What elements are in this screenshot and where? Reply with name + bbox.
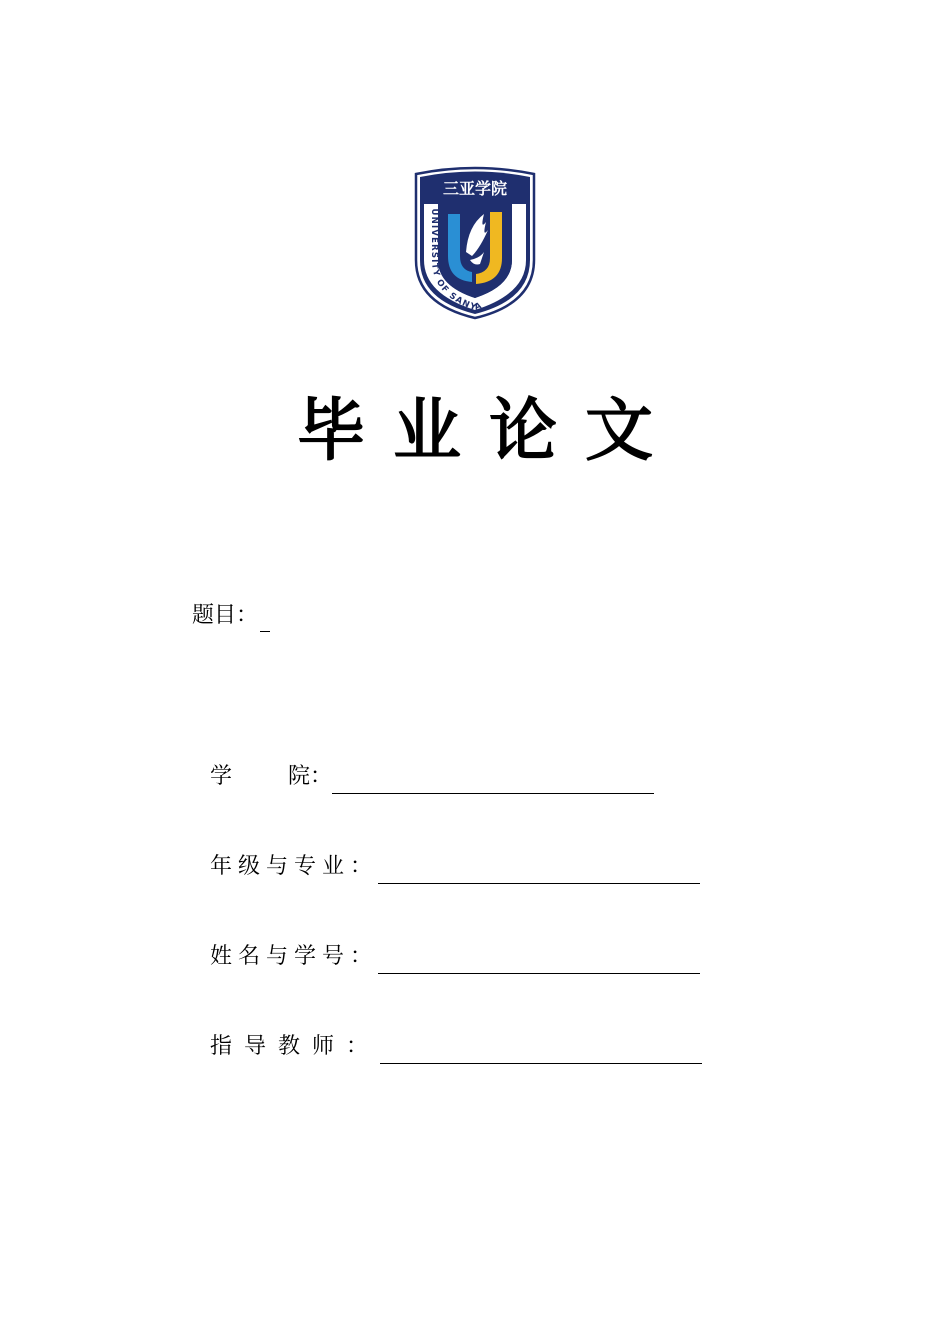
field-advisor-label: 指导教师：	[210, 1034, 381, 1059]
topic-row	[192, 600, 270, 632]
thesis-title: 毕业论文	[296, 392, 681, 471]
field-name-id-line[interactable]	[378, 947, 700, 974]
field-college	[210, 760, 654, 794]
field-name-id-label: 姓名与学号：	[210, 944, 379, 969]
field-grade-major	[210, 850, 700, 884]
field-advisor-line[interactable]	[380, 1037, 702, 1064]
field-name-id	[210, 940, 700, 974]
university-emblem	[410, 164, 540, 320]
topic-label: 题目：	[192, 603, 259, 628]
field-advisor	[210, 1030, 702, 1064]
field-college-line[interactable]	[332, 767, 654, 794]
emblem-ring-text: UNIVERSITY OF SANYA	[428, 208, 485, 314]
field-grade-major-line[interactable]	[378, 857, 700, 884]
topic-blank[interactable]	[260, 609, 270, 632]
emblem-top-text: 三亚学院	[442, 179, 508, 198]
field-grade-major-label: 年级与专业：	[210, 854, 379, 879]
field-college-label: 学 院：	[210, 764, 333, 789]
